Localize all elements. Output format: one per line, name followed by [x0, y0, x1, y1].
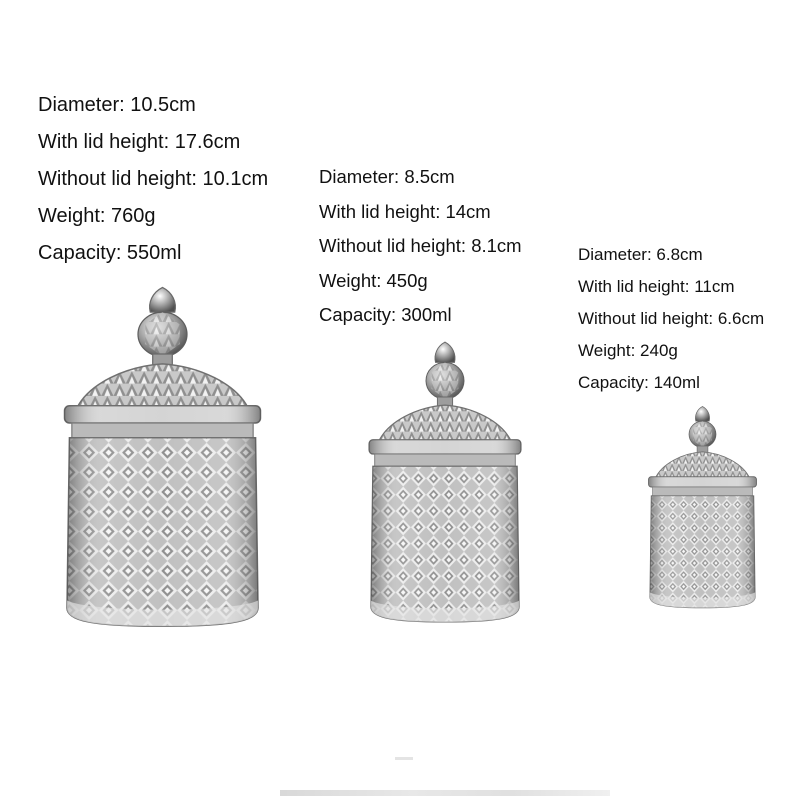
spec-block-small	[578, 243, 764, 403]
spec-block-medium	[319, 163, 522, 336]
capacity-label: Capacity: 550ml	[38, 242, 182, 264]
without-lid-height-label: Without lid height: 8.1cm	[319, 235, 522, 256]
diameter-label: Diameter: 8.5cm	[319, 166, 455, 187]
weight-label: Weight: 240g	[578, 341, 678, 360]
spec-block-large	[38, 90, 268, 275]
with-lid-height-label: With lid height: 11cm	[578, 277, 735, 296]
cropped-caption-blur	[280, 790, 610, 796]
without-lid-height-label: Without lid height: 10.1cm	[38, 168, 269, 190]
glass-jar-medium	[350, 340, 540, 625]
without-lid-height-label: Without lid height: 6.6cm	[578, 309, 765, 328]
glass-jar-large	[40, 285, 285, 630]
faint-mark	[395, 757, 413, 760]
capacity-label: Capacity: 300ml	[319, 304, 452, 325]
diameter-label: Diameter: 6.8cm	[578, 245, 703, 264]
weight-label: Weight: 760g	[38, 205, 156, 227]
glass-jar-small	[635, 405, 770, 610]
with-lid-height-label: With lid height: 17.6cm	[38, 131, 241, 153]
weight-label: Weight: 450g	[319, 269, 428, 291]
diameter-label: Diameter: 10.5cm	[38, 94, 196, 116]
capacity-label: Capacity: 140ml	[578, 373, 700, 392]
with-lid-height-label: With lid height: 14cm	[319, 200, 491, 222]
cropped-caption-strip	[0, 786, 800, 800]
